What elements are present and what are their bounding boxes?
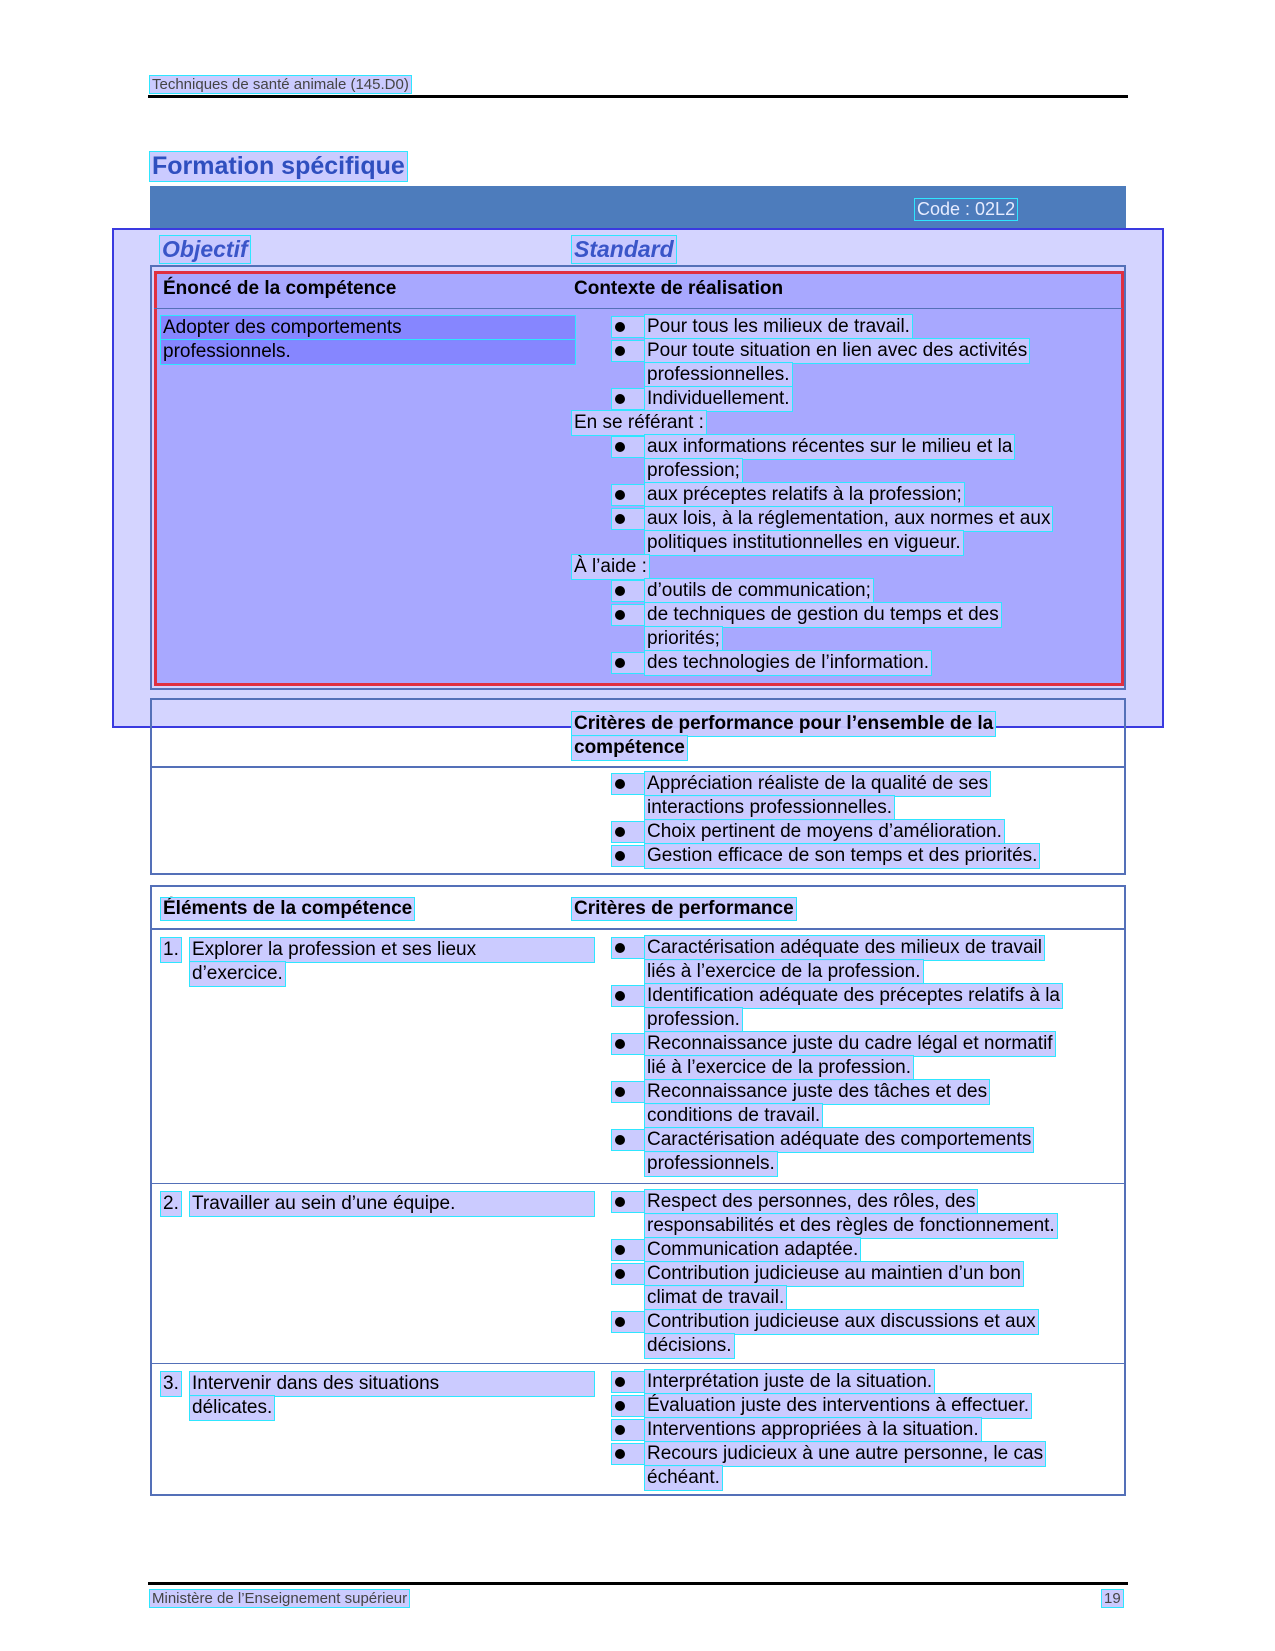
contexte-bullet: [612, 605, 644, 625]
bullet-dot: [615, 1245, 625, 1255]
critere-line: conditions de travail.: [647, 1105, 821, 1126]
critere-line: Évaluation juste des interventions à effectuer.: [647, 1395, 1030, 1416]
criteres-ensemble-line: interactions professionnelles.: [647, 797, 893, 818]
bullet-dot: [615, 442, 625, 452]
running-header: Techniques de santé animale (145.D0): [152, 76, 409, 93]
critere-line: Reconnaissance juste du cadre légal et normatif: [647, 1033, 1053, 1054]
criteres-ensemble-bullet: [612, 774, 644, 794]
contexte-item-line: professionnelles.: [647, 364, 790, 385]
critere-line: échéant.: [647, 1467, 720, 1488]
bullet-dot: [615, 322, 625, 332]
critere-bullet: [612, 1312, 644, 1332]
section-title: Formation spécifique: [152, 152, 405, 180]
objectif-title: Objectif: [162, 236, 248, 262]
page-number: 19: [1104, 1590, 1121, 1607]
critere-line: professionnels.: [647, 1153, 775, 1174]
criteres-heading: Critères de performance: [574, 898, 794, 919]
contexte-item-line: Pour toute situation en lien avec des activités: [647, 340, 1028, 361]
contexte-item-line: des technologies de l’information.: [647, 652, 930, 673]
bullet-dot: [615, 1449, 625, 1459]
contexte-item-line: de techniques de gestion du temps et des: [647, 604, 999, 625]
critere-line: Reconnaissance juste des tâches et des: [647, 1081, 988, 1102]
bullet-dot: [615, 610, 625, 620]
critere-line: responsabilités et des règles de fonctionnement.: [647, 1215, 1055, 1236]
contexte-subheading: À l’aide :: [574, 556, 647, 577]
enonce-header-divider: [154, 308, 1122, 309]
critere-line: Interventions appropriées à la situation.: [647, 1419, 979, 1440]
contexte-bullet: [612, 653, 644, 673]
critere-bullet: [612, 1372, 644, 1392]
bullet-dot: [615, 514, 625, 524]
bullet-dot: [615, 586, 625, 596]
critere-line: Caractérisation adéquate des comportements: [647, 1129, 1032, 1150]
criteres-ensemble-heading-line: compétence: [574, 737, 685, 758]
critere-line: Recours judicieux à une autre personne, le cas: [647, 1443, 1044, 1464]
standard-title: Standard: [574, 236, 674, 262]
contexte-item-line: priorités;: [647, 628, 720, 649]
bullet-dot: [615, 1401, 625, 1411]
contexte-item-line: d’outils de communication;: [647, 580, 871, 601]
critere-bullet: [612, 1396, 644, 1416]
critere-line: Communication adaptée.: [647, 1239, 859, 1260]
bullet-dot: [615, 1317, 625, 1327]
criteres-ensemble-line: Appréciation réaliste de la qualité de ses: [647, 773, 989, 794]
critere-bullet: [612, 1130, 644, 1150]
criteres-ensemble-line: Choix pertinent de moyens d’amélioration.: [647, 821, 1002, 842]
critere-line: Respect des personnes, des rôles, des: [647, 1191, 976, 1212]
bullet-dot: [615, 1425, 625, 1435]
bullet-dot: [615, 943, 625, 953]
element-line: Intervenir dans des situations: [190, 1372, 594, 1396]
contexte-bullet: [612, 389, 644, 409]
elements-heading: Éléments de la compétence: [163, 898, 413, 919]
bullet-dot: [615, 1269, 625, 1279]
contexte-bullet: [612, 509, 644, 529]
element-line: Explorer la profession et ses lieux: [190, 938, 594, 962]
element-number: 3.: [163, 1373, 179, 1394]
bullet-dot: [615, 1377, 625, 1387]
bullet-dot: [615, 1087, 625, 1097]
critere-line: Contribution judicieuse au maintien d’un bon: [647, 1263, 1021, 1284]
criteres-ensemble-line: Gestion efficace de son temps et des priorités.: [647, 845, 1038, 866]
critere-bullet: [612, 1444, 644, 1464]
bullet-dot: [615, 1135, 625, 1145]
footer-rule: [148, 1582, 1128, 1585]
contexte-item-line: Pour tous les milieux de travail.: [647, 316, 910, 337]
contexte-item-line: profession;: [647, 460, 740, 481]
criteres-ensemble-divider: [152, 766, 1124, 768]
contexte-bullet: [612, 437, 644, 457]
bullet-dot: [615, 779, 625, 789]
enonce-heading: Énoncé de la compétence: [163, 278, 397, 299]
contexte-heading: Contexte de réalisation: [574, 278, 784, 299]
bullet-dot: [615, 490, 625, 500]
element-line: d’exercice.: [192, 963, 283, 984]
critere-bullet: [612, 1420, 644, 1440]
contexte-subheading: En se référant :: [574, 412, 704, 433]
bullet-dot: [615, 851, 625, 861]
critere-bullet: [612, 1034, 644, 1054]
critere-line: Identification adéquate des préceptes relatifs à la: [647, 985, 1060, 1006]
critere-line: décisions.: [647, 1335, 732, 1356]
criteres-ensemble-bullet: [612, 822, 644, 842]
elements-header-divider: [152, 928, 1124, 930]
critere-line: lié à l’exercice de la profession.: [647, 1057, 912, 1078]
bullet-dot: [615, 394, 625, 404]
contexte-item-line: aux informations récentes sur le milieu et la: [647, 436, 1013, 457]
critere-line: Interprétation juste de la situation.: [647, 1371, 933, 1392]
critere-bullet: [612, 1240, 644, 1260]
critere-bullet: [612, 986, 644, 1006]
contexte-bullet: [612, 341, 644, 361]
critere-bullet: [612, 1264, 644, 1284]
contexte-bullet: [612, 485, 644, 505]
contexte-item-line: politiques institutionnelles en vigueur.: [647, 532, 961, 553]
competence-code: Code : 02L2: [917, 199, 1016, 219]
critere-line: profession.: [647, 1009, 740, 1030]
contexte-bullet: [612, 317, 644, 337]
element-line: Travailler au sein d’une équipe.: [190, 1192, 594, 1216]
contexte-item-line: Individuellement.: [647, 388, 790, 409]
enonce-line: professionnels.: [161, 340, 575, 364]
contexte-item-line: aux préceptes relatifs à la profession;: [647, 484, 962, 505]
element-line: délicates.: [192, 1397, 273, 1418]
criteres-ensemble-bullet: [612, 846, 644, 866]
enonce-line: Adopter des comportements: [161, 316, 575, 340]
critere-line: climat de travail.: [647, 1287, 785, 1308]
criteres-ensemble-heading-line: Critères de performance pour l’ensemble de la: [574, 713, 994, 734]
element-number: 1.: [163, 939, 179, 960]
critere-bullet: [612, 938, 644, 958]
critere-line: Contribution judicieuse aux discussions et aux: [647, 1311, 1036, 1332]
bullet-dot: [615, 658, 625, 668]
footer-ministry: Ministère de l’Enseignement supérieur: [152, 1590, 408, 1607]
bullet-dot: [615, 1197, 625, 1207]
bullet-dot: [615, 991, 625, 1001]
element-divider-2: [152, 1363, 1124, 1364]
critere-bullet: [612, 1192, 644, 1212]
critere-bullet: [612, 1082, 644, 1102]
bullet-dot: [615, 346, 625, 356]
critere-line: Caractérisation adéquate des milieux de travail: [647, 937, 1042, 958]
bullet-dot: [615, 1039, 625, 1049]
element-number: 2.: [163, 1193, 179, 1214]
contexte-bullet: [612, 581, 644, 601]
header-rule: [148, 95, 1128, 98]
critere-line: liés à l’exercice de la profession.: [647, 961, 921, 982]
element-divider-1: [152, 1183, 1124, 1184]
bullet-dot: [615, 827, 625, 837]
contexte-item-line: aux lois, à la réglementation, aux normes et aux: [647, 508, 1051, 529]
